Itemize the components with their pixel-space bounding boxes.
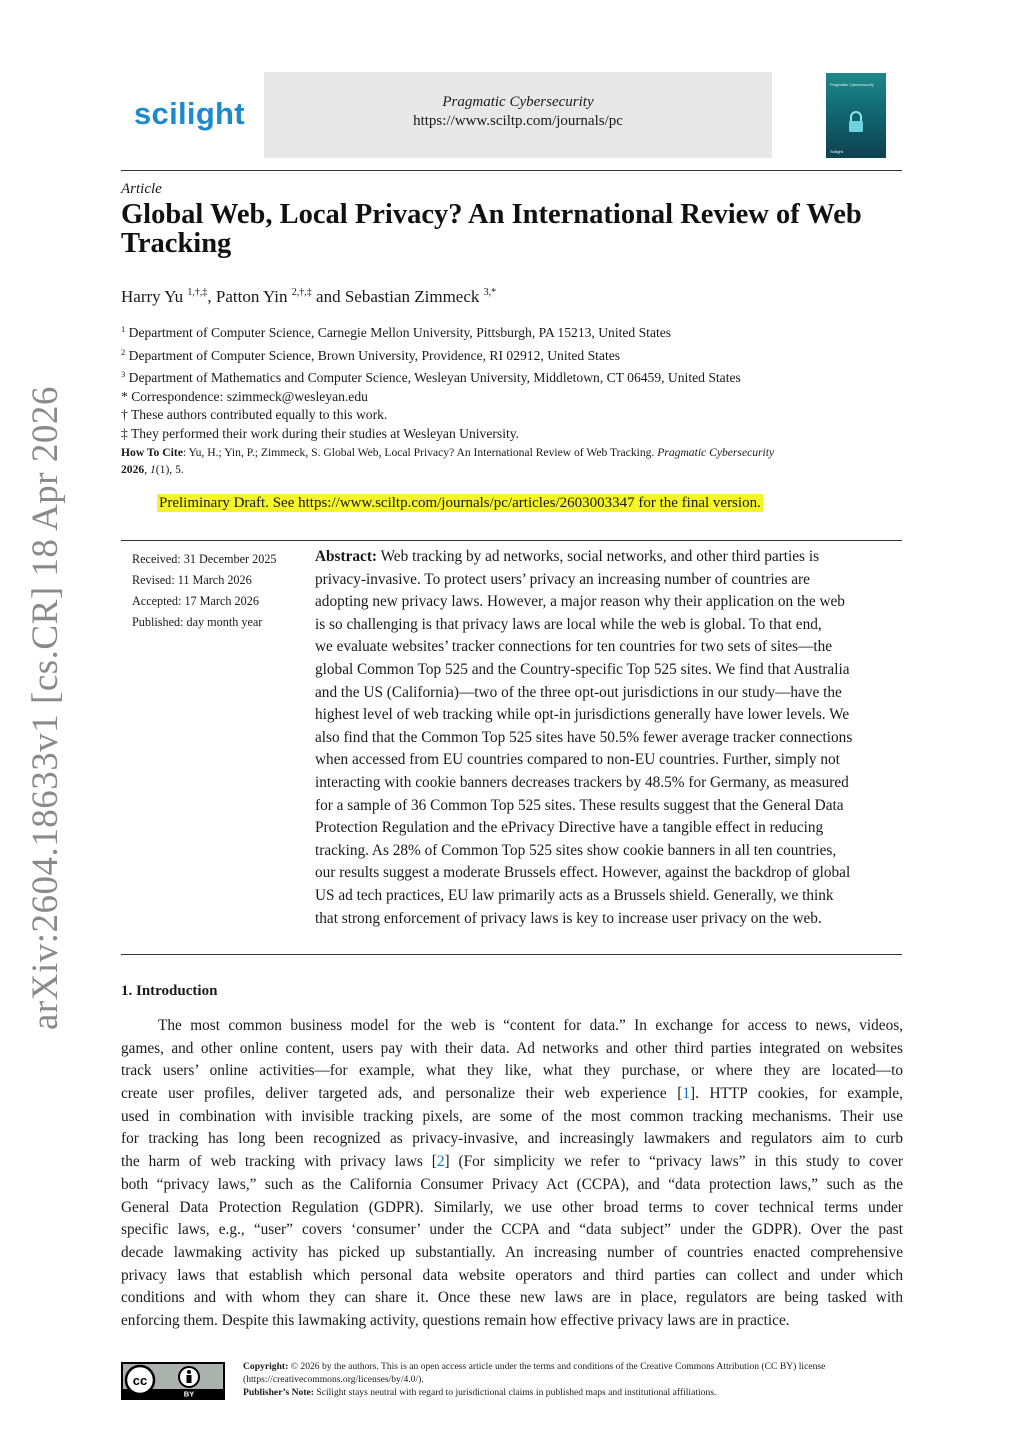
creative-commons-icon [123,1364,223,1398]
intro-line: create user profiles, deliver targeted ads, and personalize their web experience [1]. HTTP cookies, for example, [121,1085,903,1103]
abstract-line: when accessed from EU countries compared to non-EU countries. Further, simply not [315,751,840,769]
copyright-text: © 2026 by the authors. This is an open access article under the terms and conditions of the Creative Commons Attribution (CC BY) license (https://creativecommons.org/licenses/by/4.0/). [243,1361,826,1385]
author-name: Patton Yin [215,287,288,306]
introduction-body [121,1015,903,1333]
abstract [315,546,903,930]
abstract-line: privacy-invasive. To protect users’ privacy an increasing number of countries are [315,570,810,588]
publication-dates [132,549,277,633]
journal-header [264,72,772,158]
abstract-line: our results suggest a moderate Brussels effect. However, against the backdrop of global [315,864,851,882]
author-name: Sebastian Zimmeck [344,287,480,306]
abstract-line: interacting with cookie banners decreases trackers by 48.5% for Germany, as measured [315,773,849,791]
citation-text: Yu, H.; Yin, P.; Zimmeck, S. Global Web, Local Privacy? An International Review of Web Tracking. [188,446,655,459]
copyright-notice [243,1360,905,1399]
publisher-note-label: Publisher’s Note: [243,1387,314,1398]
cc-badge-text: cc [132,1373,148,1388]
lock-icon [847,111,865,133]
abstract-line: is so challenging is that privacy laws are local while the web is global. To that end, [315,615,822,633]
abstract-line: global Common Top 525 and the Country-specific Top 525 sites. We find that Australia [315,660,850,678]
citation-volume: 1 [149,463,156,476]
intro-line: for tracking has long been recognized as privacy-invasive, and increasingly lawmakers and regulators aim to curb [121,1130,903,1148]
cover-title: Pragmatic Cybersecurity [830,82,874,87]
draft-notice [157,495,763,512]
cc-by-license-badge[interactable] [121,1362,225,1400]
affiliation-mark: 2 [121,346,126,357]
abstract-label: Abstract: [315,548,378,565]
citation-year: 2026 [121,463,145,476]
abstract-line: adopting new privacy laws. However, a major reason why their application on the web [315,593,845,611]
author-affiliation-marks: 3,* [483,287,497,298]
author-separator: , [207,287,216,306]
intro-line: both “privacy laws,” such as the California Consumer Privacy Act (CCPA), and “data protection laws,” such as the [121,1175,903,1193]
abstract-top-divider [121,540,902,541]
intro-line: track users’ online activities—for example, what they like, what they purchase, or where they are located—to [121,1062,903,1080]
by-badge-text: BY [183,1389,195,1398]
intro-line: the harm of web tracking with privacy laws [2] (For simplicity we refer to “privacy laws” in this study to cover [121,1153,903,1171]
published-date: Published: day month year [132,615,263,629]
intro-line: enforcing them. Despite this lawmaking activity, questions remain how effective privacy laws are in practice. [121,1311,790,1329]
correspondence-note: * Correspondence: szimmeck@wesleyan.edu [121,388,368,404]
abstract-line: highest level of web tracking while opt-in jurisdictions generally have lower levels. We [315,706,850,724]
citation-reference-link[interactable]: 1 [682,1085,690,1103]
citation-reference-link[interactable]: 2 [436,1153,445,1171]
equal-contribution-note: † These authors contributed equally to this work. [121,407,388,423]
abstract-text: Web tracking by ad networks, social networks, and other third parties is [380,548,820,565]
affiliation-item [121,343,741,366]
header-divider [121,170,902,171]
received-date: Received: 31 December 2025 [132,552,277,566]
intro-line: The most common business model for the web is “content for data.” In exchange for access to news, videos, [158,1017,903,1034]
journal-cover-image [826,73,886,158]
author-affiliation-marks: 1,†,‡ [187,287,208,298]
abstract-line: that strong enforcement of privacy laws is key to increase user privacy on the web. [315,909,822,927]
affiliation-mark: 3 [121,369,126,380]
logo-text: scilight [134,96,245,131]
abstract-line: for a sample of 36 Common Top 525 sites. These results suggest that the General Data [315,796,844,814]
how-to-cite: How To Cite: Yu, H.; Yin, P.; Zimmeck, S. Global Web, Local Privacy? An International Review of Web Tracking. Pragmatic Cybersecurity 2026, 1(1), 5. [121,446,775,476]
revised-date: Revised: 11 March 2026 [132,573,252,587]
intro-line: specific laws, e.g., “user” covers ‘consumer’ under the CCPA and “data subject” under the GDPR). Over the past [121,1221,903,1239]
affiliation-mark: 1 [121,324,126,334]
affiliation-item [121,320,741,343]
abstract-bottom-divider [121,954,902,955]
author-list [121,287,496,307]
intro-line: General Data Protection Regulation (GDPR). Similarly, we use other broad terms to cover technical terms under [121,1198,903,1216]
affiliation-text: Department of Computer Science, Brown University, Providence, RI 02912, United States [128,347,621,363]
journal-name: Pragmatic Cybersecurity [442,94,594,110]
affiliation-item [121,365,741,388]
section-heading-introduction: 1. Introduction [121,983,218,999]
intro-line: privacy laws that establish which personal data website operators and third parties can collect and under which [121,1266,903,1284]
affiliation-text: Department of Mathematics and Computer Science, Wesleyan University, Middletown, CT 06459, United States [128,370,741,386]
accepted-date: Accepted: 17 March 2026 [132,594,259,608]
publisher-note-text: Scilight stays neutral with regard to jurisdictional claims in published maps and institutional affiliations. [316,1387,717,1398]
abstract-line [315,546,903,569]
journal-url[interactable]: https://www.sciltp.com/journals/pc [413,113,623,129]
draft-notice-text[interactable]: Preliminary Draft. See https://www.sciltp.com/journals/pc/articles/2603003347 for the final version. [159,495,761,511]
author-separator: and [311,287,345,306]
intro-line: games, and other online content, users pay with their data. Ad networks and other third parties integrated on websites [121,1039,903,1057]
author-affiliation-marks: 2,†,‡ [291,287,312,298]
arxiv-stamp: arXiv:2604.18633v1 [cs.CR] 18 Apr 2026 [25,386,66,1030]
how-to-cite-label: How To Cite [121,446,183,459]
intro-line: decade lawmaking activity has picked up substantially. An increasing number of countries enacted comprehensive [121,1243,903,1261]
abstract-line: and the US (California)—two of the three opt-out jurisdictions in our study—have the [315,683,842,701]
abstract-line: we evaluate websites’ tracker connections for ten countries for two sets of sites—the [315,638,833,656]
affiliations [121,320,741,444]
abstract-line: Protection Regulation and the ePrivacy Directive have a tangible effect in reducing [315,819,824,837]
author-name: Harry Yu [121,287,184,306]
publisher-logo[interactable] [134,96,245,132]
intro-line: conditions and with whom they can share it. Once these new laws are in place, regulators are being tasked with [121,1289,903,1307]
citation-journal: Pragmatic Cybersecurity [657,446,775,459]
article-title: Global Web, Local Privacy? An International Review of Web Tracking [121,199,862,259]
affiliation-text: Department of Computer Science, Carnegie Mellon University, Pittsburgh, PA 15213, United States [128,325,672,340]
citation-issue-page: (1), 5. [155,463,184,476]
abstract-line: tracking. As 28% of Common Top 525 sites show cookie banners in all ten countries, [315,841,837,859]
abstract-line: also find that the Common Top 525 sites have 50.5% fewer average tracker connections [315,728,853,746]
article-type-label: Article [121,181,162,197]
intro-line: used in combination with invisible tracking pixels, are some of the most common tracking mechanisms. Their use [121,1107,903,1125]
copyright-label: Copyright: [243,1361,289,1372]
abstract-line: US ad tech practices, EU law primarily acts as a Brussels shield. Generally, we think [315,886,834,904]
studies-note: ‡ They performed their work during their studies at Wesleyan University. [121,425,520,441]
cover-brand: Scilight [830,149,843,154]
